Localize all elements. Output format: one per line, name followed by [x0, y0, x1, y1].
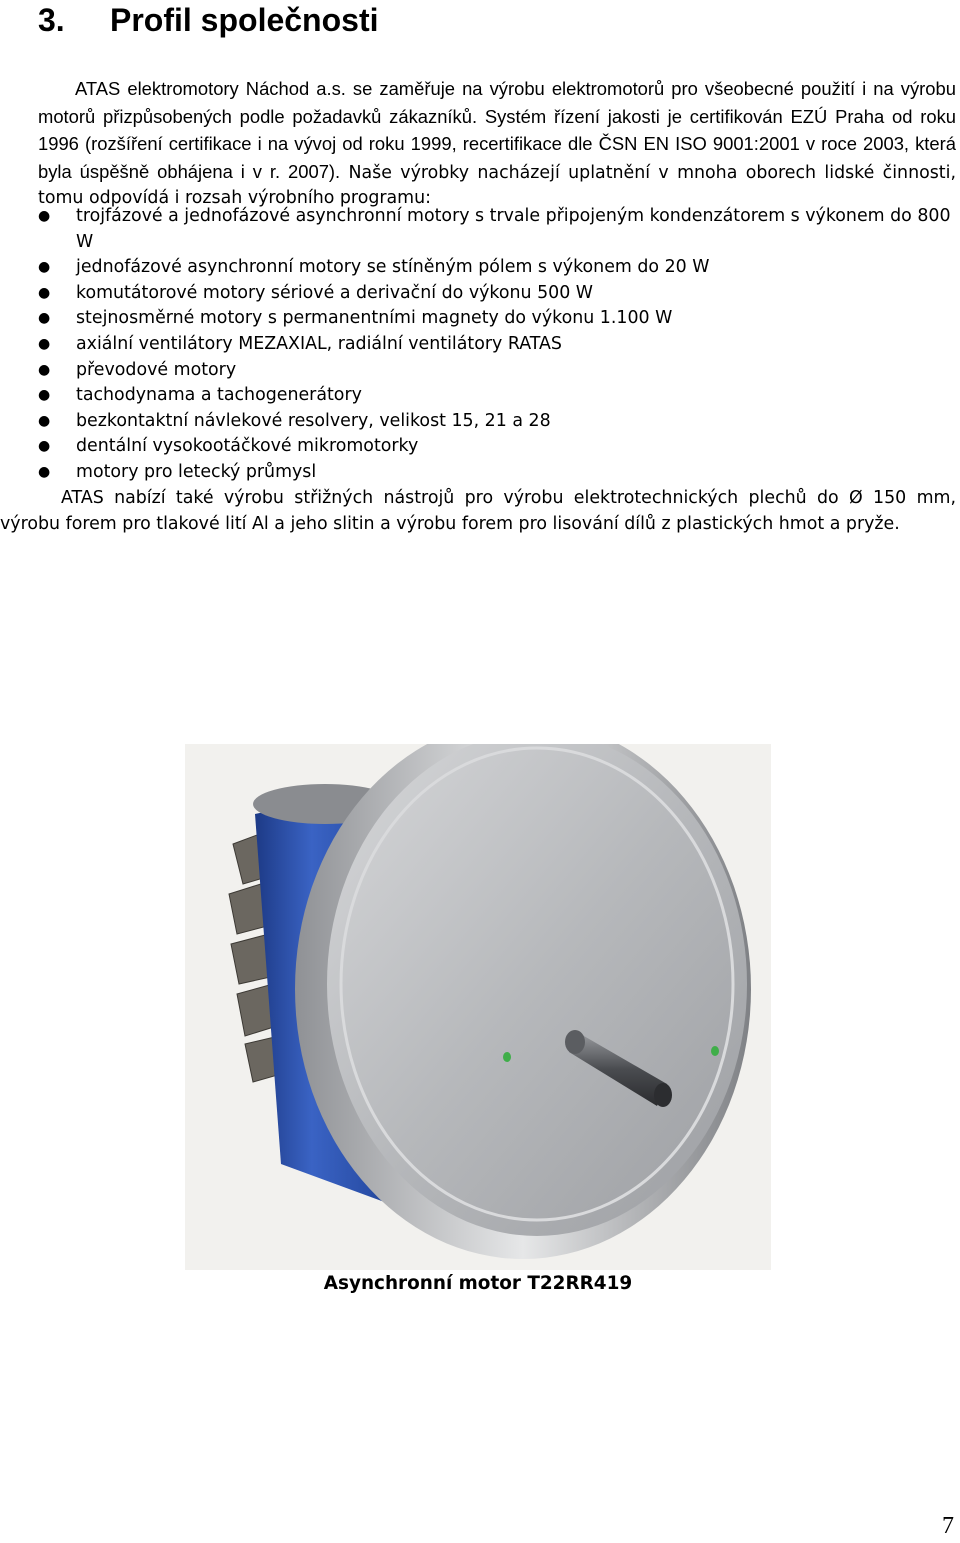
intro-text-part2: Naše výrobky nacházejí uplatnění v mnoha oborech lidské činnosti, tomu odpovídá i rozsah výrobního programu:: [38, 162, 956, 209]
bullet-icon: ●: [38, 387, 51, 404]
product-list-item: [38, 383, 956, 409]
product-list-item-text: dentální vysokootáčkové mikromotorky: [76, 436, 419, 457]
product-list-item-text: jednofázové asynchronní motory se stíněným pólem s výkonem do 20 W: [76, 257, 710, 278]
product-list-item-text: stejnosměrné motory s permanentními magnety do výkonu 1.100 W: [76, 308, 673, 329]
motor-photo: [185, 744, 771, 1270]
intro-paragraph: [38, 76, 956, 212]
product-list-item: [38, 434, 956, 460]
product-list: [38, 204, 956, 486]
product-list-item-text: bezkontaktní návlekové resolvery, velikost 15, 21 a 28: [76, 410, 551, 431]
intro-text-part1: ATAS elektromotory Náchod a.s. se zaměřuje na výrobu elektromotorů pro všeobecné použití i na výrobu motorů přizpůsobených podle požadavků zákazníků. Systém řízení jakosti je certifikován EZÚ Praha od roku 1996 (rozšíření certifikace i na vývoj od roku 1999, recertifikace dle ČSN EN ISO 9001:2001 v roce 2003, která byla úspěšně obhájena i v r. 2007).: [38, 78, 956, 182]
bullet-icon: ●: [38, 361, 51, 378]
bullet-icon: ●: [38, 208, 51, 224]
product-list-item-text: převodové motory: [76, 359, 237, 380]
product-list-item-text: komutátorové motory sériové a derivační do výkonu 500 W: [76, 282, 593, 303]
bullet-icon: ●: [38, 463, 51, 480]
product-list-item-text: tachodynama a tachogenerátory: [76, 385, 362, 406]
product-list-item: [38, 332, 956, 358]
product-list-item-text: motory pro letecký průmysl: [76, 461, 317, 482]
front-plate-face: [327, 744, 747, 1236]
green-mark-left: [503, 1052, 511, 1062]
section-title: Profil společnosti: [110, 2, 379, 38]
bullet-icon: ●: [38, 259, 51, 276]
product-list-item: [38, 460, 956, 486]
section-heading: [38, 0, 378, 40]
bullet-icon: ●: [38, 335, 51, 352]
outro-paragraph: ATAS nabízí také výrobu střižných nástrojů pro výrobu elektrotechnických plechů do Ø 150 mm, výrobu forem pro tlakové lití Al a jeho slitin a výrobu forem pro lisování dílů z plastických hmot a pryže.: [0, 488, 956, 534]
page-number: 7: [942, 1513, 954, 1539]
bullet-icon: ●: [38, 310, 51, 327]
product-list-item-text: axiální ventilátory MEZAXIAL, radiální ventilátory RATAS: [76, 333, 562, 354]
motor-illustration: [185, 744, 771, 1270]
product-list-item: [38, 306, 956, 332]
figure-caption: Asynchronní motor T22RR419: [323, 1273, 633, 1294]
product-list-item: [38, 281, 956, 307]
bullet-icon: ●: [38, 438, 51, 455]
product-list-item-text: trojfázové a jednofázové asynchronní motory s trvale připojeným kondenzátorem s výkonem do 800 W: [76, 206, 951, 252]
section-number: 3.: [38, 2, 65, 38]
product-list-item: [38, 255, 956, 281]
bullet-icon: ●: [38, 284, 51, 301]
product-list-item: [38, 358, 956, 384]
green-mark-right: [711, 1046, 719, 1056]
bullet-icon: ●: [38, 412, 51, 429]
product-list-item: [38, 204, 956, 255]
product-list-item: [38, 409, 956, 435]
